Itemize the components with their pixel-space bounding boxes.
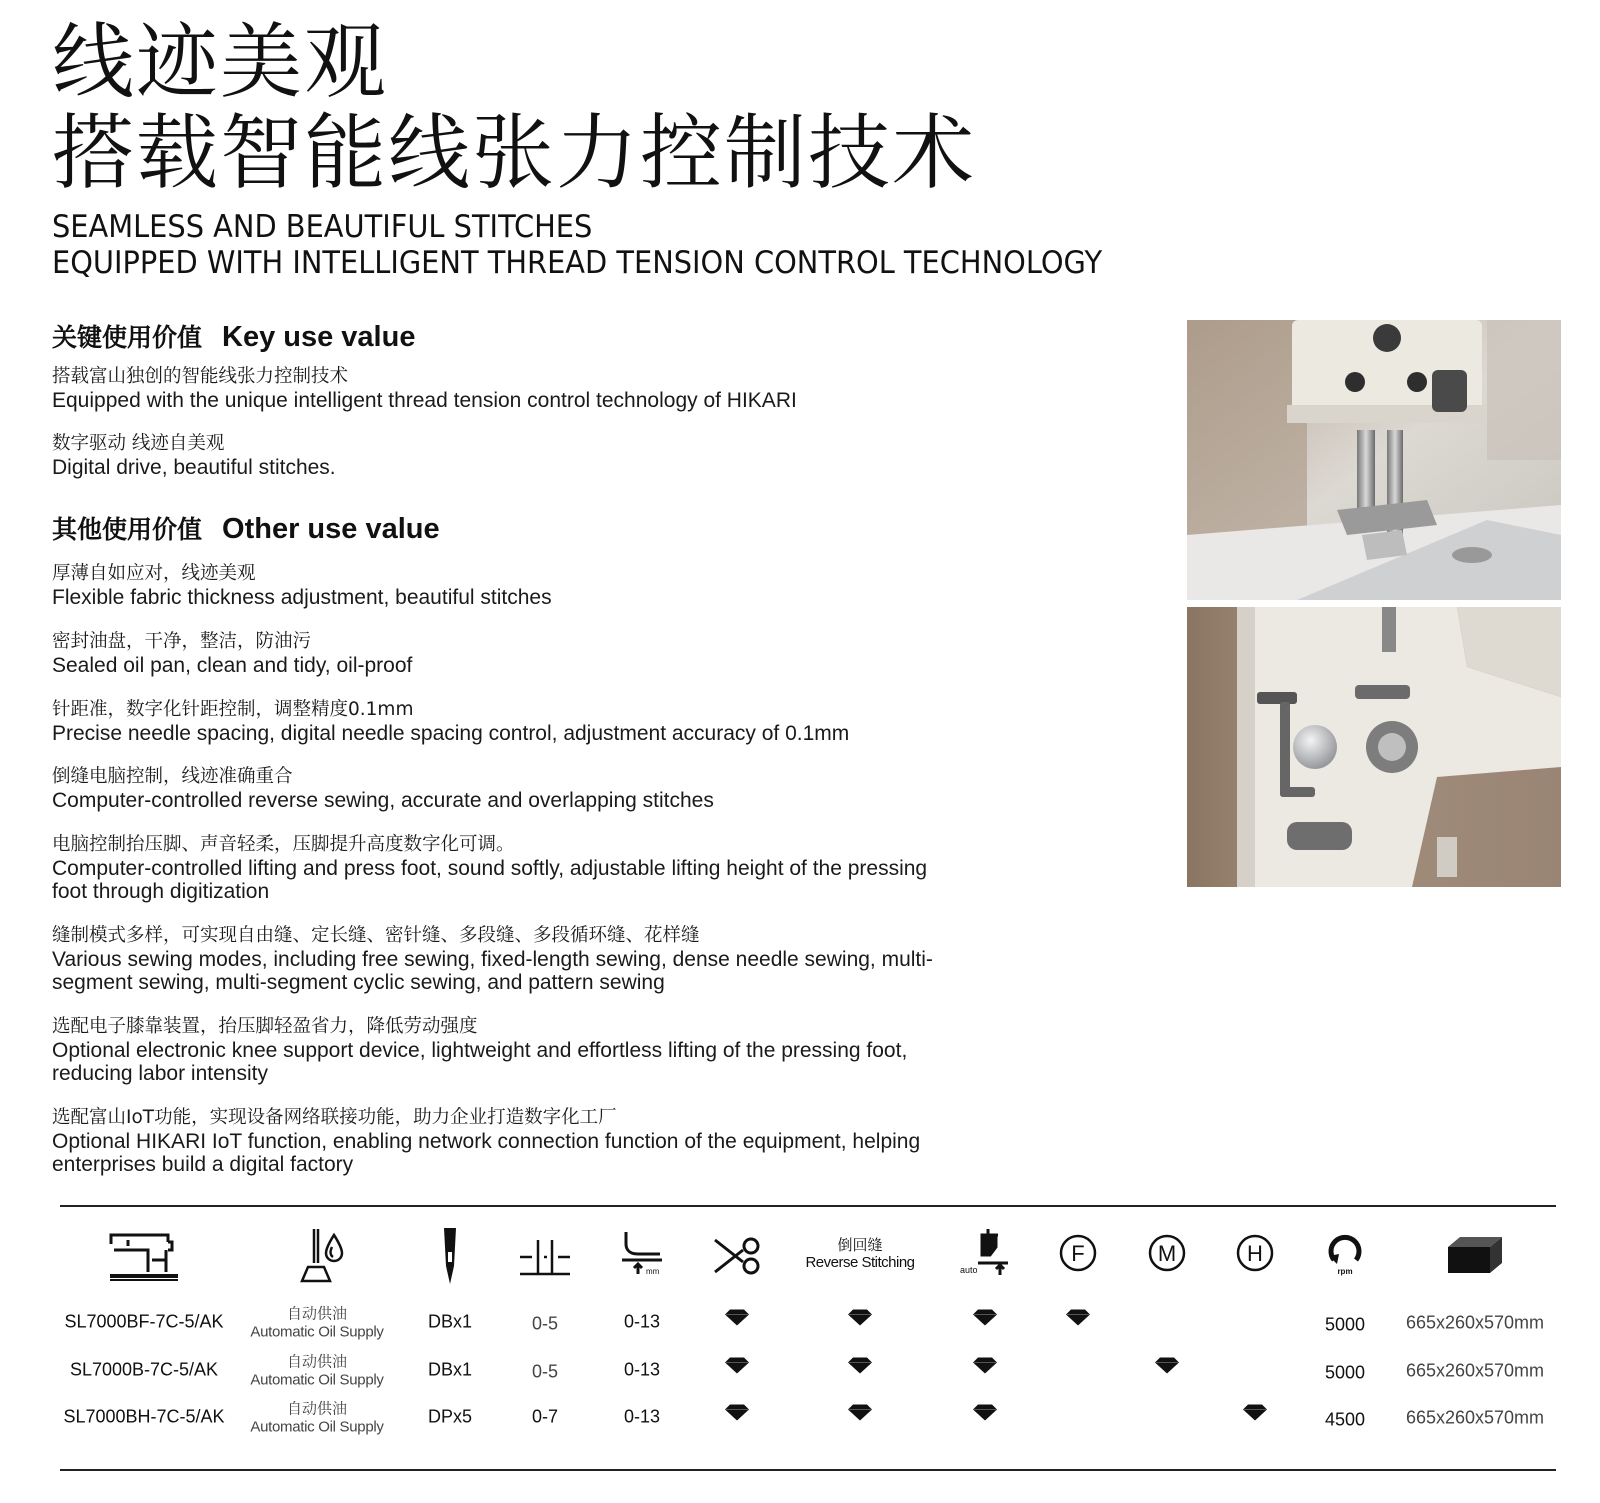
page-title-en-line1: SEAMLESS AND BEAUTIFUL STITCHES [52,209,593,245]
stitch-length-icon [518,1238,572,1278]
f-label: F [1071,1241,1085,1266]
dimension-box-icon [1446,1235,1504,1275]
product-photo-needle [1187,320,1561,600]
key-use-item [52,432,952,479]
other-use-item [52,1015,952,1085]
item-cn: 厚薄自如应对，线迹美观 [52,563,256,584]
dimensions: 665x260x570mm [1405,1312,1545,1333]
stitch-length: 0-5 [531,1361,559,1382]
feature-diamond-reverse [847,1357,873,1380]
max-speed: 4500 [1324,1409,1366,1430]
lift-height: 0-13 [623,1359,661,1380]
oil-cn: 自动供油 [286,1399,348,1418]
item-en: Equipped with the unique intelligent thread tension control technology of HIKARI [52,389,797,412]
feature-diamond-reverse [847,1309,873,1332]
spec-table-top-rule [60,1205,1556,1207]
item-en: Precise needle spacing, digital needle spacing control, adjustment accuracy of 0.1mm [52,722,850,745]
oil-en: Automatic Oil Supply [250,1418,384,1436]
max-speed: 5000 [1324,1362,1366,1383]
item-en: Digital drive, beautiful stitches. [52,456,336,479]
item-en: Computer-controlled lifting and press foot, sound softly, adjustable lifting height of the pressing foot through digitization [52,857,928,903]
other-use-item [52,698,952,745]
reverse-label-cn: 倒回缝 [837,1236,883,1254]
item-cn: 缝制模式多样，可实现自由缝、定长缝、密针缝、多段缝、多段循环缝、花样缝 [52,925,700,946]
lift-unit: mm [646,1267,660,1276]
item-en: Sealed oil pan, clean and tidy, oil-proof [52,654,413,677]
other-use-heading-en: Other use value [222,513,440,545]
page-title-cn-line1: 线迹美观 [52,15,389,110]
feature-diamond-reverse [847,1404,873,1427]
other-use-item [52,833,952,903]
oil-supply-cell [250,1353,383,1390]
page-title-cn-line2: 搭载智能线张力控制技术 [52,106,977,201]
other-use-item [52,562,952,609]
m-label: M [1157,1241,1177,1266]
stitch-length: 0-7 [531,1406,559,1427]
key-use-heading-cn: 关键使用价值 [52,323,203,352]
item-cn: 选配富山IoT功能，实现设备网络联接功能，助力企业打造数字化工厂 [52,1107,617,1128]
item-cn: 搭载富山独创的智能线张力控制技术 [52,366,349,387]
presser-foot-lift-icon [620,1230,664,1276]
oil-supply-cell [250,1305,383,1342]
m-circle-icon [1147,1233,1187,1273]
oil-cn: 自动供油 [286,1304,348,1323]
item-en: Various sewing modes, including free sewing, fixed-length sewing, dense needle sewing, multi-segment sewing, multi-segment cyclic sewing, and pattern sewing [52,948,933,994]
feature-diamond-f [1065,1309,1091,1332]
key-use-heading-en: Key use value [222,321,416,353]
stitch-length: 0-5 [531,1313,559,1334]
other-use-item [52,630,952,677]
feature-diamond-cutter [724,1309,750,1332]
auto-lift-icon [960,1227,1010,1277]
item-cn: 密封油盘，干净，整洁，防油污 [52,631,312,652]
sewing-machine-icon [108,1232,180,1282]
dimensions: 665x260x570mm [1405,1360,1545,1381]
key-use-item [52,365,952,412]
oil-en: Automatic Oil Supply [250,1371,384,1389]
feature-diamond-autolift [972,1357,998,1380]
feature-diamond-autolift [972,1309,998,1332]
needle-spec: DPx5 [427,1406,473,1427]
model-name: SL7000B-7C-5/AK [69,1359,219,1380]
feature-diamond-h [1242,1404,1268,1427]
item-cn: 电脑控制抬压脚、声音轻柔，压脚提升高度数字化可调。 [52,834,515,855]
item-en: Optional HIKARI IoT function, enabling network connection function of the equipment, helping enterprises build a digital factory [52,1130,921,1176]
feature-diamond-cutter [724,1357,750,1380]
model-name: SL7000BH-7C-5/AK [63,1406,225,1427]
needle-icon [440,1226,460,1286]
lift-height: 0-13 [623,1311,661,1332]
item-en: Optional electronic knee support device, lightweight and effortless lifting of the pressing foot, reducing labor intensity [52,1039,908,1085]
other-use-item [52,1106,952,1176]
feature-diamond-autolift [972,1404,998,1427]
needle-spec: DBx1 [427,1359,473,1380]
feature-diamond-m [1154,1357,1180,1380]
other-use-heading [52,510,440,546]
other-use-item [52,765,952,812]
other-use-item [52,924,952,994]
oil-en: Automatic Oil Supply [250,1323,384,1341]
key-use-heading [52,318,415,354]
item-cn: 数字驱动 线迹自美观 [52,433,225,454]
item-en: Computer-controlled reverse sewing, accurate and overlapping stitches [52,789,714,812]
item-en: Flexible fabric thickness adjustment, beautiful stitches [52,586,552,609]
model-name: SL7000BF-7C-5/AK [64,1311,224,1332]
page-title-en-line2: EQUIPPED WITH INTELLIGENT THREAD TENSION CONTROL TECHNOLOGY [52,245,1103,281]
oil-supply-icon [300,1225,350,1283]
item-cn: 针距准，数字化针距控制，调整精度0.1mm [52,699,414,720]
spec-table-bottom-rule [60,1469,1556,1471]
oil-supply-cell [250,1400,383,1437]
item-cn: 倒缝电脑控制，线迹准确重合 [52,766,293,787]
needle-spec: DBx1 [427,1311,473,1332]
max-speed: 5000 [1324,1314,1366,1335]
feature-diamond-cutter [724,1404,750,1427]
other-use-heading-cn: 其他使用价值 [52,515,203,544]
oil-cn: 自动供油 [286,1352,348,1371]
h-circle-icon [1235,1233,1275,1273]
product-photo-tension-unit [1187,607,1561,887]
auto-label: auto [960,1265,978,1275]
reverse-label-en: Reverse Stitching [805,1254,915,1271]
rpm-label: rpm [1337,1267,1353,1276]
rpm-icon [1323,1228,1367,1276]
h-label: H [1247,1241,1263,1266]
lift-height: 0-13 [623,1406,661,1427]
f-circle-icon [1058,1233,1098,1273]
item-cn: 选配电子膝靠装置，抬压脚轻盈省力，降低劳动强度 [52,1016,478,1037]
scissors-icon [713,1236,761,1276]
reverse-stitching-label [805,1236,914,1271]
dimensions: 665x260x570mm [1405,1407,1545,1428]
